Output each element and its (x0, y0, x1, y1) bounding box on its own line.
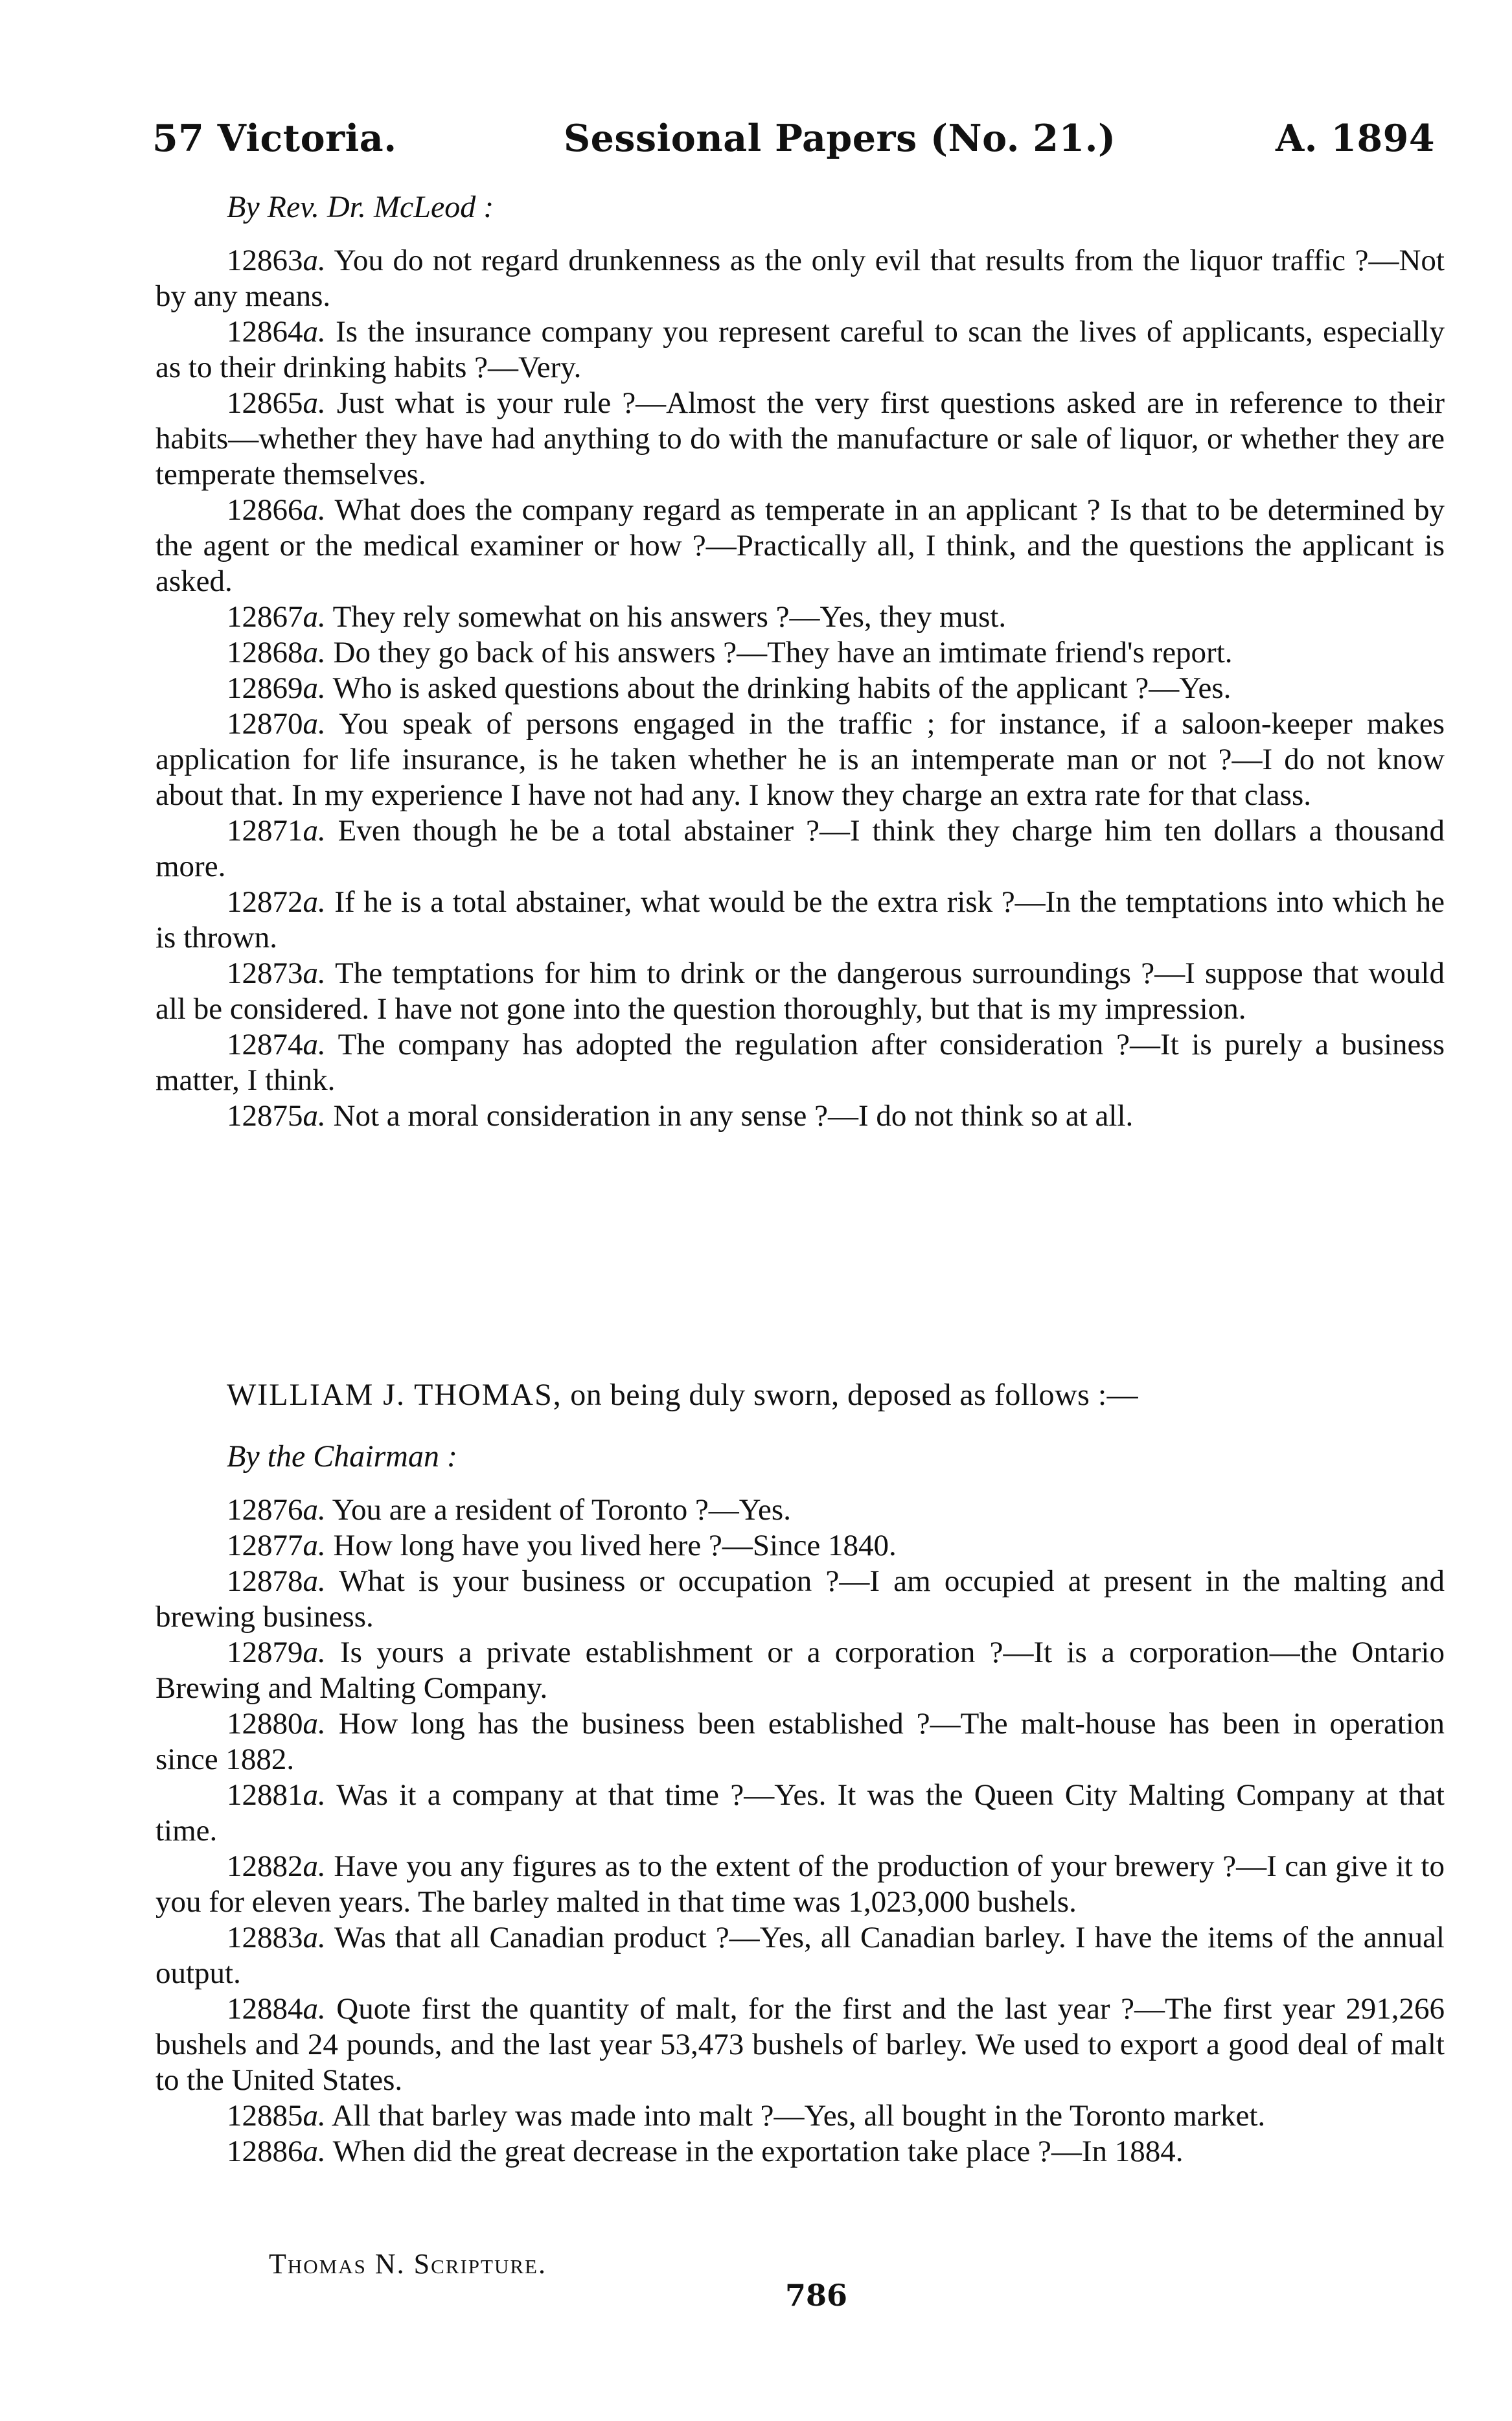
header-year: A. 1894 (1275, 117, 1435, 160)
question-number-suffix: a. (303, 1849, 326, 1883)
witness-introduction (227, 1377, 1138, 1413)
question-entry (155, 314, 1445, 386)
question-list (155, 1492, 1445, 2170)
question-text: Even though he be a total abstainer ?—I think they charge him ten dollars a thousand more. (155, 814, 1445, 883)
question-number: 12884 (227, 1992, 303, 2026)
header-sessional-papers: Sessional Papers (No. 21.) (564, 117, 1116, 160)
question-text: Is the insurance company you represent careful to scan the lives of applicants, especially as to their drinking habits ?—Very. (155, 315, 1445, 384)
question-entry (155, 492, 1445, 599)
question-entry (155, 1778, 1445, 1849)
question-number-suffix: a. (303, 1636, 326, 1669)
question-text: Who is asked questions about the drinking habits of the applicant ?—Yes. (325, 671, 1231, 705)
question-number-suffix: a. (303, 1921, 326, 1954)
question-text: All that barley was made into malt ?—Yes, all bought in the Toronto market. (325, 2099, 1266, 2133)
question-number: 12867 (227, 600, 303, 634)
question-number: 12881 (227, 1778, 303, 1812)
testimony-section-mcleod (155, 189, 1445, 1134)
question-entry (155, 813, 1445, 885)
question-number-suffix: a. (303, 2099, 326, 2133)
question-number: 12876 (227, 1493, 303, 1527)
question-entry (155, 1492, 1445, 1528)
question-entry (155, 1991, 1445, 2098)
question-number: 12864 (227, 315, 303, 349)
question-number-suffix: a. (303, 493, 326, 527)
question-number: 12886 (227, 2135, 303, 2168)
question-number-suffix: a. (303, 1778, 326, 1812)
question-number: 12880 (227, 1707, 303, 1741)
question-entry (155, 1635, 1445, 1706)
question-number: 12863 (227, 244, 303, 277)
witness-name: WILLIAM J. THOMAS, (227, 1378, 562, 1412)
question-number: 12877 (227, 1529, 303, 1562)
question-text: You are a resident of Toronto ?—Yes. (325, 1493, 791, 1527)
question-entry (155, 1706, 1445, 1778)
question-text: The company has adopted the regulation after consideration ?—It is purely a business matter, I think. (155, 1028, 1445, 1097)
question-text: Just what is your rule ?—Almost the very first questions asked are in reference to their habits—whether they have had anything to do with the manufacture or sale of liquor, or whether they are temperate themselves. (155, 386, 1445, 491)
question-text: Not a moral consideration in any sense ?—I do not think so at all. (325, 1099, 1134, 1133)
question-number-suffix: a. (303, 1493, 326, 1527)
question-list (155, 243, 1445, 1134)
question-entry (155, 706, 1445, 813)
question-text: What does the company regard as temperate in an applicant ? Is that to be determined by the agent or the medical examiner or how ?—Practically all, I think, and the questions the applicant is asked. (155, 493, 1445, 598)
question-number: 12868 (227, 636, 303, 669)
question-number: 12879 (227, 1636, 303, 1669)
question-number-suffix: a. (303, 1707, 326, 1741)
question-number-suffix: a. (303, 386, 326, 420)
question-text: Was it a company at that time ?—Yes. It was the Queen City Malting Company at that time. (155, 1778, 1445, 1848)
question-text: If he is a total abstainer, what would be the extra risk ?—In the temptations into which he is thrown. (155, 885, 1445, 955)
question-number-suffix: a. (303, 814, 326, 848)
question-entry (155, 1098, 1445, 1134)
page-number: 786 (785, 2278, 848, 2313)
question-number-suffix: a. (303, 636, 326, 669)
question-number-suffix: a. (303, 315, 326, 349)
question-entry (155, 635, 1445, 671)
question-number-suffix: a. (303, 1028, 326, 1061)
question-number: 12883 (227, 1921, 303, 1954)
examiner-heading: By the Chairman : (227, 1439, 457, 1474)
question-number: 12873 (227, 956, 303, 990)
question-text: Is yours a private establishment or a corporation ?—It is a corporation—the Ontario Brewing and Malting Company. (155, 1636, 1445, 1705)
question-text: When did the great decrease in the exportation take place ?—In 1884. (325, 2135, 1184, 2168)
question-entry (155, 1564, 1445, 1635)
question-entry (155, 1849, 1445, 1920)
question-text: Have you any figures as to the extent of the production of your brewery ?—I can give it to you for eleven years. The barley malted in that time was 1,023,000 bushels. (155, 1849, 1445, 1919)
question-text: Do they go back of his answers ?—They have an imtimate friend's report. (325, 636, 1233, 669)
question-text: They rely somewhat on his answers ?—Yes, they must. (325, 600, 1007, 634)
question-text: Was that all Canadian product ?—Yes, all Canadian barley. I have the items of the annual output. (155, 1921, 1445, 1990)
question-number: 12866 (227, 493, 303, 527)
question-number-suffix: a. (303, 600, 326, 634)
question-number: 12872 (227, 885, 303, 919)
question-text: How long have you lived here ?—Since 1840. (325, 1529, 897, 1562)
question-entry (155, 1027, 1445, 1098)
question-text: The temptations for him to drink or the dangerous surroundings ?—I suppose that would all be considered. I have not gone into the question thoroughly, but that is my impression. (155, 956, 1445, 1026)
question-number: 12874 (227, 1028, 303, 1061)
question-number-suffix: a. (303, 1564, 326, 1598)
question-entry (155, 671, 1445, 706)
question-number: 12865 (227, 386, 303, 420)
question-number: 12871 (227, 814, 303, 848)
question-entry (155, 2134, 1445, 2170)
question-number-suffix: a. (303, 885, 326, 919)
witness-oath: on being duly sworn, deposed as follows :— (562, 1378, 1139, 1412)
question-text: What is your business or occupation ?—I am occupied at present in the malting and brewing business. (155, 1564, 1445, 1634)
question-number-suffix: a. (303, 244, 326, 277)
question-number-suffix: a. (303, 1992, 326, 2026)
question-number-suffix: a. (303, 956, 326, 990)
question-text: You speak of persons engaged in the traffic ; for instance, if a saloon-keeper makes application for life insurance, is he taken whether he is an intemperate man or not ?—I do not know about that. In my experience I have not had any. I know they charge an extra rate for that class. (155, 707, 1445, 812)
question-entry (155, 599, 1445, 635)
question-number: 12885 (227, 2099, 303, 2133)
question-number: 12869 (227, 671, 303, 705)
question-number-suffix: a. (303, 671, 326, 705)
question-text: How long has the business been established ?—The malt-house has been in operation since 1882. (155, 1707, 1445, 1776)
question-number: 12878 (227, 1564, 303, 1598)
question-number: 12875 (227, 1099, 303, 1133)
question-number-suffix: a. (303, 1529, 326, 1562)
question-text: You do not regard drunkenness as the only evil that results from the liquor traffic ?—Not by any means. (155, 244, 1445, 313)
question-entry (155, 243, 1445, 314)
header-session: 57 Victoria. (152, 117, 397, 160)
question-entry (155, 2098, 1445, 2134)
question-text: Quote first the quantity of malt, for the first and the last year ?—The first year 291,266 bushels and 24 pounds, and the last year 53,473 bushels of barley. We used to export a good deal of malt to the United States. (155, 1992, 1445, 2097)
testimony-section-chairman (155, 1439, 1445, 2170)
question-number-suffix: a. (303, 1099, 326, 1133)
examiner-heading: By Rev. Dr. McLeod : (227, 190, 494, 224)
question-entry (155, 956, 1445, 1027)
question-entry (155, 386, 1445, 492)
question-number-suffix: a. (303, 707, 326, 741)
question-number: 12870 (227, 707, 303, 741)
question-entry (155, 1920, 1445, 1991)
signature: Thomas N. Scripture. (269, 2248, 547, 2280)
question-number-suffix: a. (303, 2135, 326, 2168)
question-entry (155, 885, 1445, 956)
question-number: 12882 (227, 1849, 303, 1883)
running-header (152, 117, 1441, 175)
question-entry (155, 1528, 1445, 1564)
